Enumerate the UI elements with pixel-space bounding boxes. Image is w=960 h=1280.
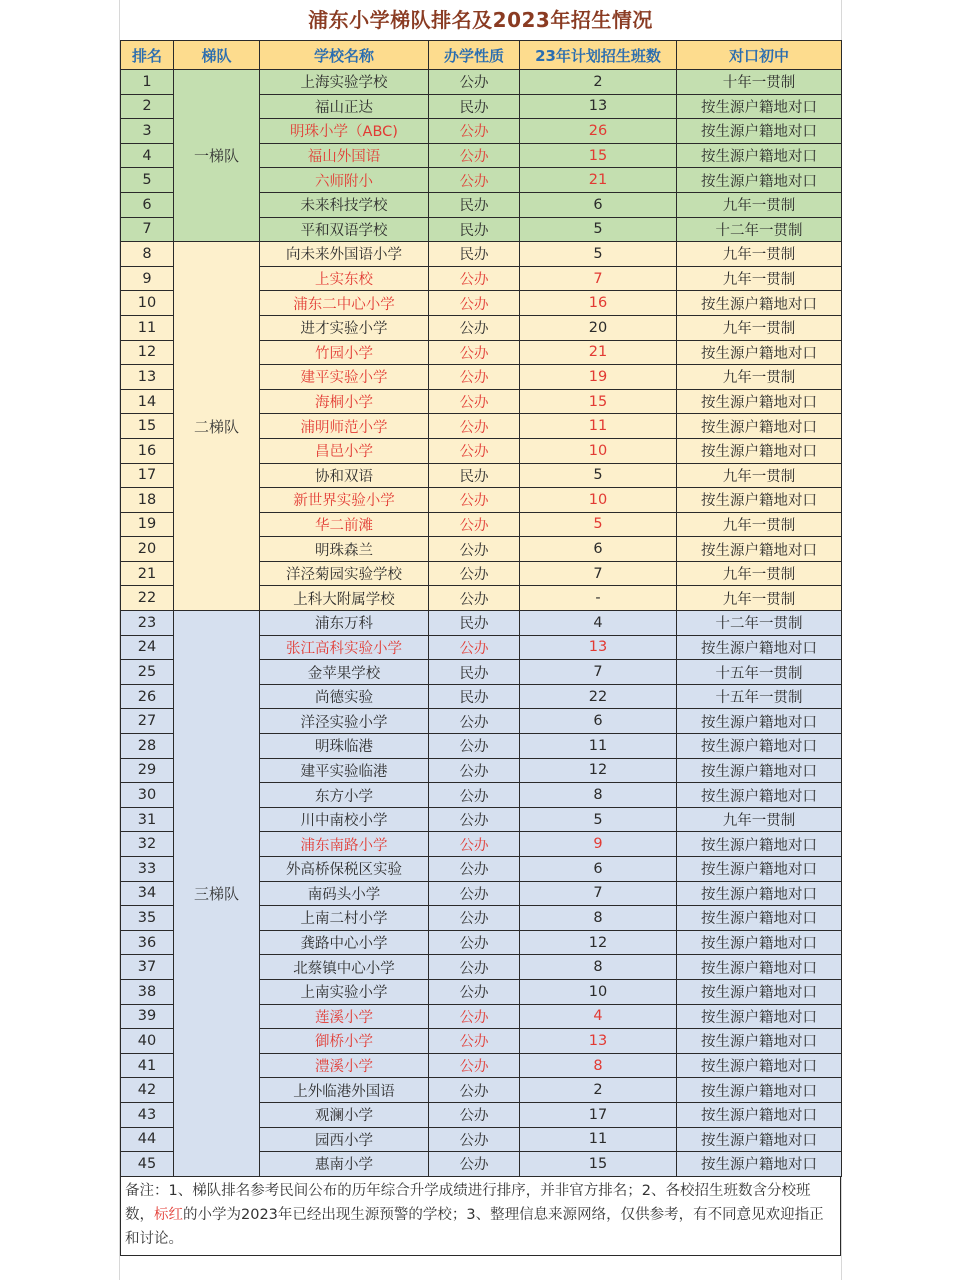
planned-classes-cell: - — [520, 586, 677, 611]
footnote — [120, 1177, 841, 1256]
rank-cell: 31 — [121, 807, 174, 832]
rank-cell: 11 — [121, 315, 174, 340]
middle-school-cell: 九年一贯制 — [677, 463, 842, 488]
middle-school-cell: 按生源户籍地对口 — [677, 414, 842, 439]
rank-cell: 25 — [121, 660, 174, 685]
rank-cell: 43 — [121, 1102, 174, 1127]
school-name-cell: 新世界实验小学 — [260, 488, 429, 513]
planned-classes-cell: 21 — [520, 168, 677, 193]
school-type-cell: 公办 — [429, 414, 520, 439]
middle-school-cell: 九年一贯制 — [677, 365, 842, 390]
school-name-cell: 南码头小学 — [260, 881, 429, 906]
school-type-cell: 民办 — [429, 660, 520, 685]
school-name-cell: 洋泾实验小学 — [260, 709, 429, 734]
col-header-classes: 23年计划招生班数 — [520, 41, 677, 70]
planned-classes-cell: 6 — [520, 709, 677, 734]
tier-cell: 二梯队 — [174, 242, 260, 611]
planned-classes-cell: 20 — [520, 315, 677, 340]
planned-classes-cell: 5 — [520, 217, 677, 242]
school-name-cell: 上南二村小学 — [260, 906, 429, 931]
rank-cell: 12 — [121, 340, 174, 365]
school-type-cell: 公办 — [429, 70, 520, 95]
school-type-cell: 公办 — [429, 438, 520, 463]
planned-classes-cell: 12 — [520, 930, 677, 955]
table-body — [121, 70, 842, 1177]
school-type-cell: 公办 — [429, 979, 520, 1004]
school-type-cell: 公办 — [429, 832, 520, 857]
planned-classes-cell: 22 — [520, 684, 677, 709]
school-type-cell: 公办 — [429, 143, 520, 168]
page-title: 浦东小学梯队排名及2023年招生情况 — [308, 8, 653, 32]
middle-school-cell: 按生源户籍地对口 — [677, 709, 842, 734]
middle-school-cell: 按生源户籍地对口 — [677, 635, 842, 660]
school-type-cell: 公办 — [429, 930, 520, 955]
middle-school-cell: 按生源户籍地对口 — [677, 930, 842, 955]
school-name-cell: 协和双语 — [260, 463, 429, 488]
school-type-cell: 民办 — [429, 192, 520, 217]
rank-cell: 19 — [121, 512, 174, 537]
planned-classes-cell: 7 — [520, 561, 677, 586]
rank-cell: 29 — [121, 758, 174, 783]
planned-classes-cell: 8 — [520, 955, 677, 980]
school-name-cell: 上海实验学校 — [260, 70, 429, 95]
planned-classes-cell: 13 — [520, 94, 677, 119]
school-type-cell: 公办 — [429, 783, 520, 808]
footnote-part2: 的小学为2023年已经出现生源预警的学校；3、整理信息来源网络，仅供参考，有不同意见欢迎指正和讨论。 — [125, 1206, 824, 1247]
school-type-cell: 公办 — [429, 1078, 520, 1103]
school-name-cell: 明珠小学（ABC) — [260, 119, 429, 144]
rank-cell: 24 — [121, 635, 174, 660]
middle-school-cell: 十二年一贯制 — [677, 217, 842, 242]
spreadsheet-image — [119, 0, 842, 1280]
middle-school-cell: 按生源户籍地对口 — [677, 1029, 842, 1054]
school-name-cell: 浦明师范小学 — [260, 414, 429, 439]
rank-cell: 3 — [121, 119, 174, 144]
rank-cell: 39 — [121, 1004, 174, 1029]
school-type-cell: 公办 — [429, 315, 520, 340]
school-type-cell: 民办 — [429, 684, 520, 709]
rank-cell: 1 — [121, 70, 174, 95]
middle-school-cell: 按生源户籍地对口 — [677, 291, 842, 316]
rank-cell: 15 — [121, 414, 174, 439]
middle-school-cell: 九年一贯制 — [677, 512, 842, 537]
school-type-cell: 民办 — [429, 94, 520, 119]
middle-school-cell: 十五年一贯制 — [677, 684, 842, 709]
middle-school-cell: 按生源户籍地对口 — [677, 119, 842, 144]
rank-cell: 5 — [121, 168, 174, 193]
planned-classes-cell: 15 — [520, 1152, 677, 1177]
planned-classes-cell: 11 — [520, 734, 677, 759]
planned-classes-cell: 15 — [520, 143, 677, 168]
school-type-cell: 公办 — [429, 1004, 520, 1029]
rank-cell: 37 — [121, 955, 174, 980]
planned-classes-cell: 8 — [520, 906, 677, 931]
col-header-tier: 梯队 — [174, 41, 260, 70]
school-type-cell: 公办 — [429, 857, 520, 882]
school-name-cell: 未来科技学校 — [260, 192, 429, 217]
school-name-cell: 建平实验小学 — [260, 365, 429, 390]
middle-school-cell: 按生源户籍地对口 — [677, 955, 842, 980]
rank-cell: 45 — [121, 1152, 174, 1177]
school-name-cell: 浦东南路小学 — [260, 832, 429, 857]
school-type-cell: 民办 — [429, 463, 520, 488]
middle-school-cell: 按生源户籍地对口 — [677, 168, 842, 193]
school-type-cell: 民办 — [429, 611, 520, 636]
planned-classes-cell: 11 — [520, 1127, 677, 1152]
school-name-cell: 观澜小学 — [260, 1102, 429, 1127]
school-type-cell: 公办 — [429, 561, 520, 586]
planned-classes-cell: 13 — [520, 1029, 677, 1054]
rank-cell: 17 — [121, 463, 174, 488]
school-name-cell: 御桥小学 — [260, 1029, 429, 1054]
middle-school-cell: 按生源户籍地对口 — [677, 783, 842, 808]
col-header-middle-school: 对口初中 — [677, 41, 842, 70]
rank-cell: 36 — [121, 930, 174, 955]
middle-school-cell: 九年一贯制 — [677, 807, 842, 832]
middle-school-cell: 按生源户籍地对口 — [677, 537, 842, 562]
school-type-cell: 公办 — [429, 291, 520, 316]
school-name-cell: 向未来外国语小学 — [260, 242, 429, 267]
table-row — [121, 611, 842, 636]
middle-school-cell: 按生源户籍地对口 — [677, 906, 842, 931]
school-name-cell: 外高桥保税区实验 — [260, 857, 429, 882]
school-type-cell: 公办 — [429, 340, 520, 365]
school-name-cell: 进才实验小学 — [260, 315, 429, 340]
planned-classes-cell: 13 — [520, 635, 677, 660]
school-type-cell: 公办 — [429, 906, 520, 931]
school-name-cell: 惠南小学 — [260, 1152, 429, 1177]
school-name-cell: 浦东万科 — [260, 611, 429, 636]
rank-cell: 2 — [121, 94, 174, 119]
school-type-cell: 民办 — [429, 217, 520, 242]
school-type-cell: 公办 — [429, 586, 520, 611]
rank-cell: 23 — [121, 611, 174, 636]
middle-school-cell: 十年一贯制 — [677, 70, 842, 95]
rank-cell: 27 — [121, 709, 174, 734]
footnote-highlight: 标红 — [154, 1206, 183, 1223]
middle-school-cell: 按生源户籍地对口 — [677, 143, 842, 168]
middle-school-cell: 九年一贯制 — [677, 192, 842, 217]
school-name-cell: 上外临港外国语 — [260, 1078, 429, 1103]
rank-cell: 7 — [121, 217, 174, 242]
middle-school-cell: 按生源户籍地对口 — [677, 340, 842, 365]
school-type-cell: 公办 — [429, 734, 520, 759]
school-name-cell: 莲溪小学 — [260, 1004, 429, 1029]
rank-cell: 32 — [121, 832, 174, 857]
col-header-school: 学校名称 — [260, 41, 429, 70]
rank-cell: 16 — [121, 438, 174, 463]
school-type-cell: 公办 — [429, 635, 520, 660]
rank-cell: 44 — [121, 1127, 174, 1152]
school-name-cell: 金苹果学校 — [260, 660, 429, 685]
planned-classes-cell: 2 — [520, 70, 677, 95]
rank-cell: 6 — [121, 192, 174, 217]
planned-classes-cell: 2 — [520, 1078, 677, 1103]
tier-cell: 三梯队 — [174, 611, 260, 1177]
middle-school-cell: 九年一贯制 — [677, 315, 842, 340]
school-type-cell: 公办 — [429, 1152, 520, 1177]
school-name-cell: 张江高科实验小学 — [260, 635, 429, 660]
middle-school-cell: 按生源户籍地对口 — [677, 1004, 842, 1029]
planned-classes-cell: 10 — [520, 488, 677, 513]
planned-classes-cell: 6 — [520, 537, 677, 562]
rank-cell: 42 — [121, 1078, 174, 1103]
rank-cell: 38 — [121, 979, 174, 1004]
middle-school-cell: 按生源户籍地对口 — [677, 438, 842, 463]
rank-cell: 18 — [121, 488, 174, 513]
middle-school-cell: 按生源户籍地对口 — [677, 1127, 842, 1152]
planned-classes-cell: 7 — [520, 660, 677, 685]
school-name-cell: 建平实验临港 — [260, 758, 429, 783]
middle-school-cell: 按生源户籍地对口 — [677, 1152, 842, 1177]
school-type-cell: 民办 — [429, 242, 520, 267]
planned-classes-cell: 15 — [520, 389, 677, 414]
middle-school-cell: 十二年一贯制 — [677, 611, 842, 636]
table-row — [121, 242, 842, 267]
school-name-cell: 竹园小学 — [260, 340, 429, 365]
rank-cell: 35 — [121, 906, 174, 931]
school-type-cell: 公办 — [429, 488, 520, 513]
header-row — [121, 41, 842, 70]
planned-classes-cell: 7 — [520, 266, 677, 291]
school-type-cell: 公办 — [429, 168, 520, 193]
planned-classes-cell: 19 — [520, 365, 677, 390]
planned-classes-cell: 6 — [520, 192, 677, 217]
planned-classes-cell: 16 — [520, 291, 677, 316]
middle-school-cell: 按生源户籍地对口 — [677, 389, 842, 414]
middle-school-cell: 按生源户籍地对口 — [677, 881, 842, 906]
planned-classes-cell: 8 — [520, 783, 677, 808]
school-name-cell: 北蔡镇中心小学 — [260, 955, 429, 980]
school-name-cell: 六师附小 — [260, 168, 429, 193]
school-name-cell: 尚德实验 — [260, 684, 429, 709]
rank-cell: 9 — [121, 266, 174, 291]
middle-school-cell: 按生源户籍地对口 — [677, 734, 842, 759]
middle-school-cell: 按生源户籍地对口 — [677, 758, 842, 783]
planned-classes-cell: 5 — [520, 807, 677, 832]
planned-classes-cell: 9 — [520, 832, 677, 857]
middle-school-cell: 按生源户籍地对口 — [677, 1102, 842, 1127]
planned-classes-cell: 5 — [520, 242, 677, 267]
rank-cell: 30 — [121, 783, 174, 808]
middle-school-cell: 按生源户籍地对口 — [677, 1053, 842, 1078]
planned-classes-cell: 10 — [520, 979, 677, 1004]
school-name-cell: 福山外国语 — [260, 143, 429, 168]
planned-classes-cell: 4 — [520, 611, 677, 636]
school-name-cell: 海桐小学 — [260, 389, 429, 414]
rank-cell: 33 — [121, 857, 174, 882]
rank-cell: 22 — [121, 586, 174, 611]
middle-school-cell: 九年一贯制 — [677, 266, 842, 291]
rank-cell: 34 — [121, 881, 174, 906]
footnote-part1: 备注：1、梯队排名参考民间公布的历年综合升学成绩进行排序，并非官方排名；2、各校招生班数含分校班数， — [125, 1182, 811, 1223]
school-name-cell: 川中南校小学 — [260, 807, 429, 832]
middle-school-cell: 按生源户籍地对口 — [677, 979, 842, 1004]
rank-cell: 4 — [121, 143, 174, 168]
col-header-rank: 排名 — [121, 41, 174, 70]
planned-classes-cell: 7 — [520, 881, 677, 906]
school-type-cell: 公办 — [429, 512, 520, 537]
school-name-cell: 浦东二中心小学 — [260, 291, 429, 316]
planned-classes-cell: 21 — [520, 340, 677, 365]
school-type-cell: 公办 — [429, 1102, 520, 1127]
planned-classes-cell: 26 — [520, 119, 677, 144]
school-name-cell: 洋泾菊园实验学校 — [260, 561, 429, 586]
planned-classes-cell: 11 — [520, 414, 677, 439]
rank-cell: 26 — [121, 684, 174, 709]
school-type-cell: 公办 — [429, 537, 520, 562]
school-name-cell: 澧溪小学 — [260, 1053, 429, 1078]
ranking-table — [120, 40, 842, 1177]
school-name-cell: 明珠临港 — [260, 734, 429, 759]
table-row — [121, 70, 842, 95]
school-type-cell: 公办 — [429, 881, 520, 906]
school-type-cell: 公办 — [429, 389, 520, 414]
school-name-cell: 东方小学 — [260, 783, 429, 808]
school-name-cell: 上科大附属学校 — [260, 586, 429, 611]
rank-cell: 13 — [121, 365, 174, 390]
school-type-cell: 公办 — [429, 119, 520, 144]
middle-school-cell: 九年一贯制 — [677, 242, 842, 267]
planned-classes-cell: 8 — [520, 1053, 677, 1078]
school-type-cell: 公办 — [429, 758, 520, 783]
middle-school-cell: 九年一贯制 — [677, 586, 842, 611]
school-type-cell: 公办 — [429, 1029, 520, 1054]
rank-cell: 21 — [121, 561, 174, 586]
planned-classes-cell: 5 — [520, 512, 677, 537]
middle-school-cell: 按生源户籍地对口 — [677, 1078, 842, 1103]
school-type-cell: 公办 — [429, 1053, 520, 1078]
rank-cell: 40 — [121, 1029, 174, 1054]
planned-classes-cell: 17 — [520, 1102, 677, 1127]
school-name-cell: 华二前滩 — [260, 512, 429, 537]
school-name-cell: 昌邑小学 — [260, 438, 429, 463]
middle-school-cell: 按生源户籍地对口 — [677, 488, 842, 513]
planned-classes-cell: 4 — [520, 1004, 677, 1029]
school-name-cell: 平和双语学校 — [260, 217, 429, 242]
school-name-cell: 明珠森兰 — [260, 537, 429, 562]
school-type-cell: 公办 — [429, 1127, 520, 1152]
middle-school-cell: 按生源户籍地对口 — [677, 94, 842, 119]
rank-cell: 28 — [121, 734, 174, 759]
school-name-cell: 上实东校 — [260, 266, 429, 291]
middle-school-cell: 按生源户籍地对口 — [677, 857, 842, 882]
rank-cell: 20 — [121, 537, 174, 562]
school-name-cell: 上南实验小学 — [260, 979, 429, 1004]
school-type-cell: 公办 — [429, 266, 520, 291]
planned-classes-cell: 6 — [520, 857, 677, 882]
planned-classes-cell: 5 — [520, 463, 677, 488]
school-name-cell: 园西小学 — [260, 1127, 429, 1152]
school-type-cell: 公办 — [429, 807, 520, 832]
school-name-cell: 龚路中心小学 — [260, 930, 429, 955]
planned-classes-cell: 10 — [520, 438, 677, 463]
tier-cell: 一梯队 — [174, 70, 260, 242]
school-type-cell: 公办 — [429, 709, 520, 734]
school-name-cell: 福山正达 — [260, 94, 429, 119]
planned-classes-cell: 12 — [520, 758, 677, 783]
school-type-cell: 公办 — [429, 365, 520, 390]
school-type-cell: 公办 — [429, 955, 520, 980]
rank-cell: 14 — [121, 389, 174, 414]
col-header-type: 办学性质 — [429, 41, 520, 70]
middle-school-cell: 九年一贯制 — [677, 561, 842, 586]
middle-school-cell: 十五年一贯制 — [677, 660, 842, 685]
rank-cell: 41 — [121, 1053, 174, 1078]
rank-cell: 8 — [121, 242, 174, 267]
middle-school-cell: 按生源户籍地对口 — [677, 832, 842, 857]
rank-cell: 10 — [121, 291, 174, 316]
